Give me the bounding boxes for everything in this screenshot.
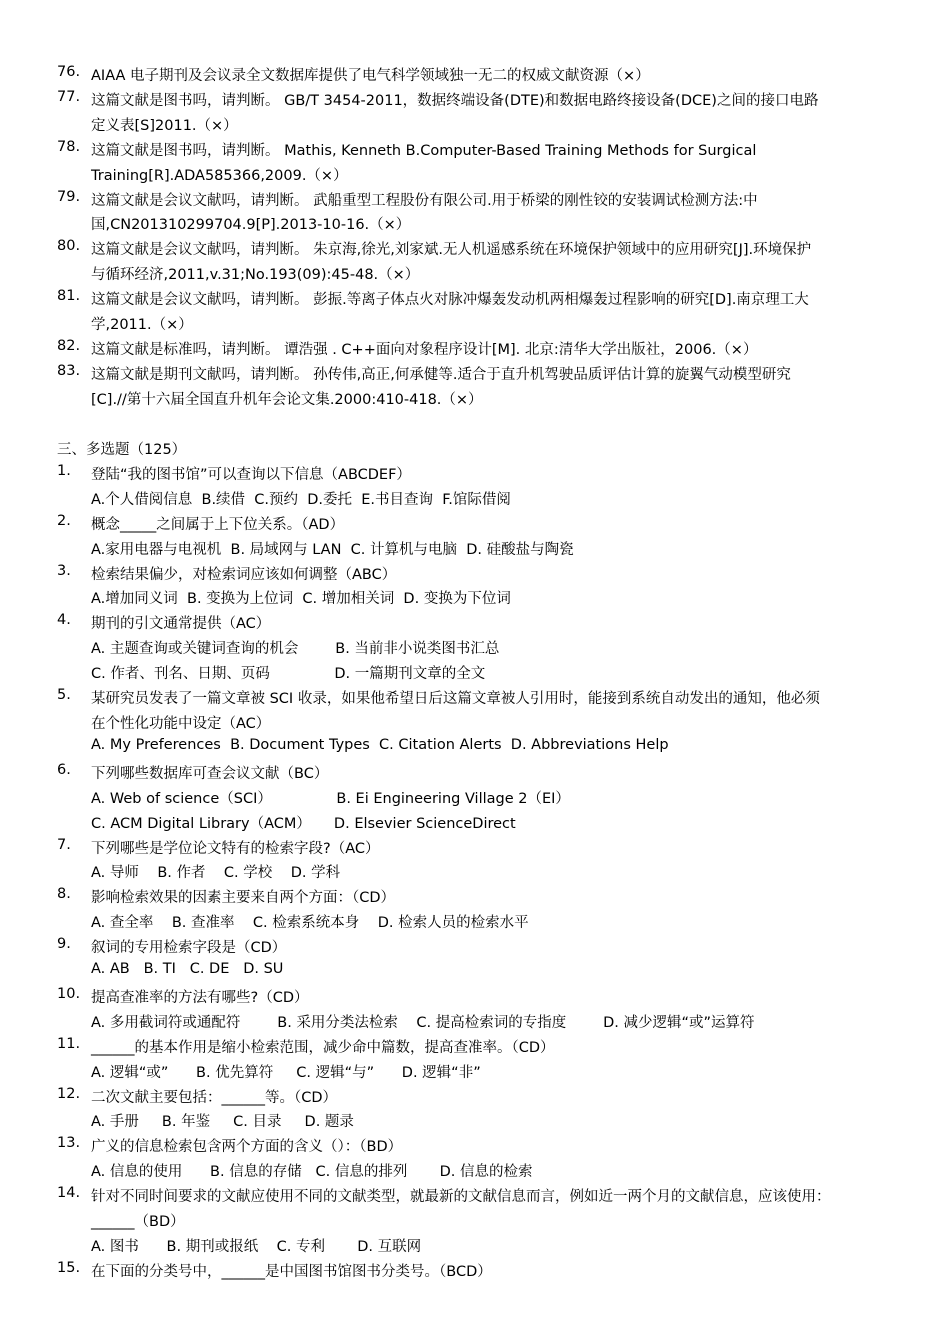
- question-text: 概念_____之间属于上下位关系。（AD）: [91, 516, 345, 533]
- question-number: 3.: [57, 562, 71, 579]
- question-text-line: C. 作者、刊名、日期、页码 D. 一篇期刊文章的全文: [91, 666, 486, 683]
- question-text: 广义的信息检索包含两个方面的含义（）：（BD）: [91, 1139, 403, 1156]
- question-number: 8.: [57, 886, 71, 903]
- question-number: 9.: [57, 936, 71, 953]
- question-text: 这篇文献是标准吗，请判断。 谭浩强 . C++面向对象程序设计[M]. 北京:清华大学出版社，2006.（×）: [91, 341, 758, 358]
- question-text-line: Training[R].ADA585366,2009.（×）: [91, 167, 348, 184]
- question-text: 二次文献主要包括：______等。（CD）: [91, 1089, 338, 1106]
- question-number: 80.: [57, 238, 81, 255]
- question-text-line: A. Web of science（SCI） B. Ei Engineering Village 2（EI）: [91, 790, 570, 807]
- question-number: 14.: [57, 1185, 81, 1202]
- question-text-line: A. 信息的使用 B. 信息的存储 C. 信息的排列 D. 信息的检索: [91, 1164, 533, 1181]
- question-text: 在下面的分类号中，______是中国图书馆图书分类号。（BCD）: [91, 1263, 492, 1280]
- question-text-line: A.增加同义词 B. 变换为上位词 C. 增加相关词 D. 变换为下位词: [91, 591, 511, 608]
- question-text: 下列哪些是学位论文特有的检索字段?（AC）: [91, 840, 380, 857]
- question-text-line: ______（BD）: [91, 1213, 185, 1230]
- question-number: 4.: [57, 612, 71, 629]
- question-text: AIAA 电子期刊及会议录全文数据库提供了电气科学领域独一无二的权威文献资源（×）: [91, 68, 650, 84]
- question-text-line: A. 查全率 B. 查准率 C. 检索系统本身 D. 检索人员的检索水平: [91, 915, 529, 932]
- question-text-line: A. 导师 B. 作者 C. 学校 D. 学科: [91, 865, 341, 882]
- question-text-line: A.家用电器与电视机 B. 局域网与 LAN C. 计算机与电脑 D. 硅酸盐与陶瓷: [91, 541, 574, 558]
- question-number: 76.: [57, 64, 81, 80]
- question-text: 这篇文献是会议文献吗，请判断。 朱京海,徐光,刘家斌.无人机遥感系统在环境保护领域中的应用研究[J].环境保护: [91, 242, 812, 259]
- question-number: 82.: [57, 337, 81, 354]
- question-number: 10.: [57, 985, 81, 1002]
- question-text: 这篇文献是会议文献吗，请判断。 彭振.等离子体点火对脉冲爆轰发动机两相爆轰过程影响的研究[D].南京理工大: [91, 292, 809, 309]
- question-text-line: A. 逻辑“或” B. 优先算符 C. 逻辑“与” D. 逻辑“非”: [91, 1064, 481, 1081]
- question-text: 这篇文献是图书吗，请判断。 Mathis, Kenneth B.Computer-Based Training Methods for Surgical: [91, 142, 757, 159]
- question-number: 81.: [57, 288, 81, 305]
- question-text: 提高查准率的方法有哪些?（CD）: [91, 989, 309, 1006]
- question-text: 期刊的引文通常提供（AC）: [91, 616, 271, 633]
- question-text: 登陆“我的图书馆”可以查询以下信息（ABCDEF）: [91, 467, 411, 483]
- section-heading: 三、多选题（125）: [57, 442, 187, 458]
- question-text: 这篇文献是期刊文献吗，请判断。 孙传伟,高正,何承健等.适合于直升机驾驶品质评估计算的旋翼气动模型研究: [91, 366, 791, 383]
- question-text: 某研究员发表了一篇文章被 SCI 收录，如果他希望日后这篇文章被人引用时，能接到系统自动发出的通知，他必须: [91, 691, 820, 708]
- question-text-line: 学,2011.（×）: [91, 316, 193, 333]
- question-text-line: A. AB B. TI C. DE D. SU: [91, 960, 284, 977]
- question-number: 11.: [57, 1035, 81, 1052]
- question-text-line: A. 主题查询或关键词查询的机会 B. 当前非小说类图书汇总: [91, 641, 500, 658]
- question-text-line: A. 手册 B. 年鉴 C. 目录 D. 题录: [91, 1114, 354, 1131]
- question-number: 6.: [57, 761, 71, 778]
- question-text-line: 定义表[S]2011.（×）: [91, 117, 238, 134]
- question-text: 针对不同时间要求的文献应使用不同的文献类型，就最新的文献信息而言，例如近一两个月的文献信息，应该使用：: [91, 1189, 831, 1206]
- question-text-line: A. 多用截词符或通配符 B. 采用分类法检索 C. 提高检索词的专指度 D. 减少逻辑“或”运算符: [91, 1014, 755, 1031]
- question-text: 检索结果偏少，对检索词应该如何调整（ABC）: [91, 566, 397, 583]
- question-number: 1.: [57, 463, 71, 479]
- question-text-line: A.个人借阅信息 B.续借 C.预约 D.委托 E.书目查询 F.馆际借阅: [91, 491, 511, 508]
- question-text-line: A. 图书 B. 期刊或报纸 C. 专利 D. 互联网: [91, 1238, 422, 1255]
- question-number: 7.: [57, 836, 71, 853]
- question-number: 83.: [57, 362, 81, 379]
- question-number: 13.: [57, 1135, 81, 1152]
- question-number: 12.: [57, 1085, 81, 1102]
- question-text: 叙词的专用检索字段是（CD）: [91, 940, 287, 957]
- question-text: 下列哪些数据库可查会议文献（BC）: [91, 765, 329, 782]
- question-number: 79.: [57, 188, 81, 205]
- question-text: ______的基本作用是缩小检索范围，减少命中篇数，提高查准率。（CD）: [91, 1039, 555, 1056]
- question-text-line: A. My Preferences B. Document Types C. Citation Alerts D. Abbreviations Help: [91, 736, 669, 753]
- question-text: 影响检索效果的因素主要来自两个方面：（CD）: [91, 890, 396, 907]
- question-text-line: 与循环经济,2011,v.31;No.193(09):45-48.（×）: [91, 267, 420, 284]
- question-number: 2.: [57, 512, 71, 529]
- question-number: 78.: [57, 138, 81, 155]
- question-text-line: 国,CN201310299704.9[P].2013-10-16.（×）: [91, 217, 411, 234]
- question-text-line: 在个性化功能中设定（AC）: [91, 715, 271, 732]
- question-number: 15.: [57, 1259, 81, 1276]
- question-text-line: [C].//第十六届全国直升机年会论文集.2000:410-418.（×）: [91, 391, 483, 408]
- question-number: 77.: [57, 88, 81, 105]
- question-text-line: C. ACM Digital Library（ACM） D. Elsevier ScienceDirect: [91, 815, 516, 832]
- question-text: 这篇文献是会议文献吗，请判断。 武船重型工程股份有限公司.用于桥梁的刚性铰的安装调试检测方法:中: [91, 192, 758, 209]
- question-number: 5.: [57, 687, 71, 704]
- question-text: 这篇文献是图书吗，请判断。 GB/T 3454-2011，数据终端设备(DTE)和数据电路终接设备(DCE)之间的接口电路: [91, 92, 819, 109]
